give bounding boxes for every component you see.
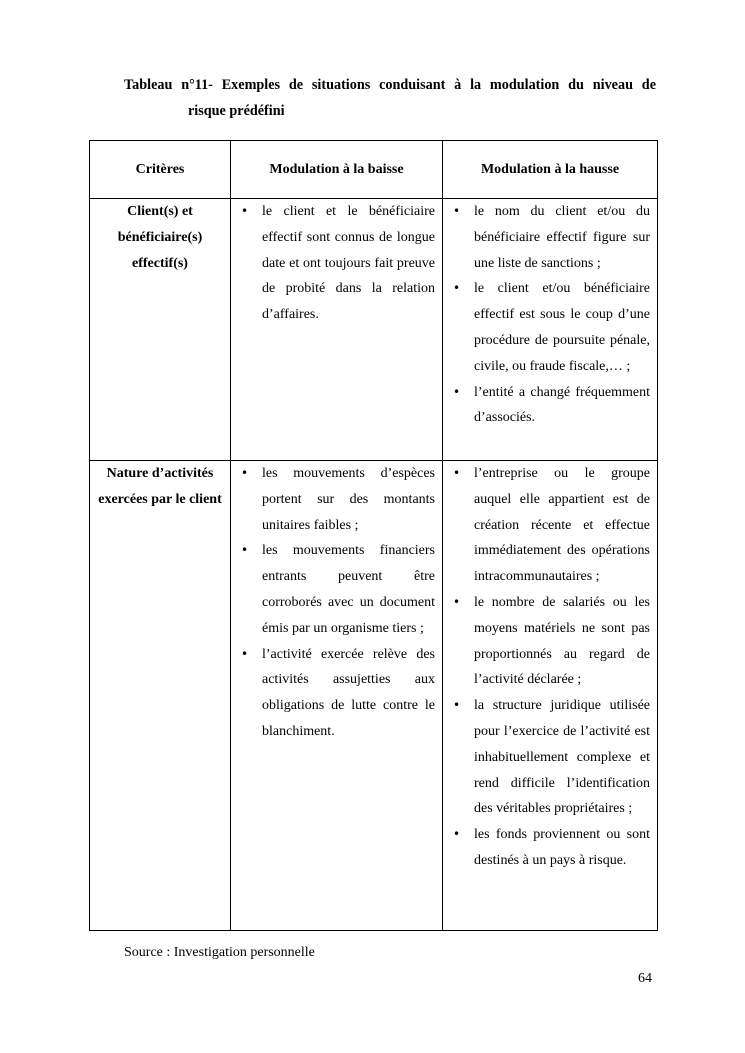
criterion-cell: Nature d’activités exercées par le client [90,461,231,931]
header-hausse: Modulation à la hausse [443,141,658,199]
header-baisse: Modulation à la baisse [231,141,443,199]
table-header-row [90,141,658,199]
list-item: • le client et le bénéficiaire effectif sont connus de longue date et ont toujours fait preuve de probité dans la relation d’affaires. [231,199,435,328]
caption-line-2: risque prédéfini [188,103,285,119]
table-row [90,461,658,931]
baisse-cell [231,199,443,461]
criterion-cell: Client(s) et bénéficiaire(s) effectif(s) [90,199,231,461]
table-row [90,199,658,461]
list-item: • l’activité exercée relève des activités assujetties aux obligations de lutte contre le blanchiment. [231,642,435,745]
baisse-cell [231,461,443,931]
list-item: • le client et/ou bénéficiaire effectif est sous le coup d’une procédure de poursuite pénale, civile, ou fraude fiscale,… ; [443,276,650,379]
list-item: • les fonds proviennent ou sont destinés à un pays à risque. [443,822,650,874]
page-number: 64 [638,971,652,986]
list-item: • les mouvements d’espèces portent sur des montants unitaires faibles ; [231,461,435,538]
header-criteres: Critères [90,141,231,199]
modulation-table [89,140,658,931]
list-item: • le nom du client et/ou du bénéficiaire effectif figure sur une liste de sanctions ; [443,199,650,276]
list-item: • le nombre de salariés ou les moyens matériels ne sont pas proportionnés au regard de l’activité déclarée ; [443,590,650,693]
list-item: • les mouvements financiers entrants peuvent être corroborés avec un document émis par un organisme tiers ; [231,538,435,641]
list-item: • l’entreprise ou le groupe auquel elle appartient est de création récente et effectue immédiatement des opérations intracommunautaires ; [443,461,650,590]
list-item: • la structure juridique utilisée pour l’exercice de l’activité est inhabituellement complexe et rend difficile l’identification des véritables propriétaires ; [443,693,650,822]
hausse-cell [443,199,658,461]
table-caption [124,72,656,124]
source-note: Source : Investigation personnelle [124,945,315,960]
caption-line-1: Tableau n°11- Exemples de situations conduisant à la modulation du niveau de [124,77,656,93]
list-item: • l’entité a changé fréquemment d’associés. [443,380,650,432]
hausse-cell [443,461,658,931]
